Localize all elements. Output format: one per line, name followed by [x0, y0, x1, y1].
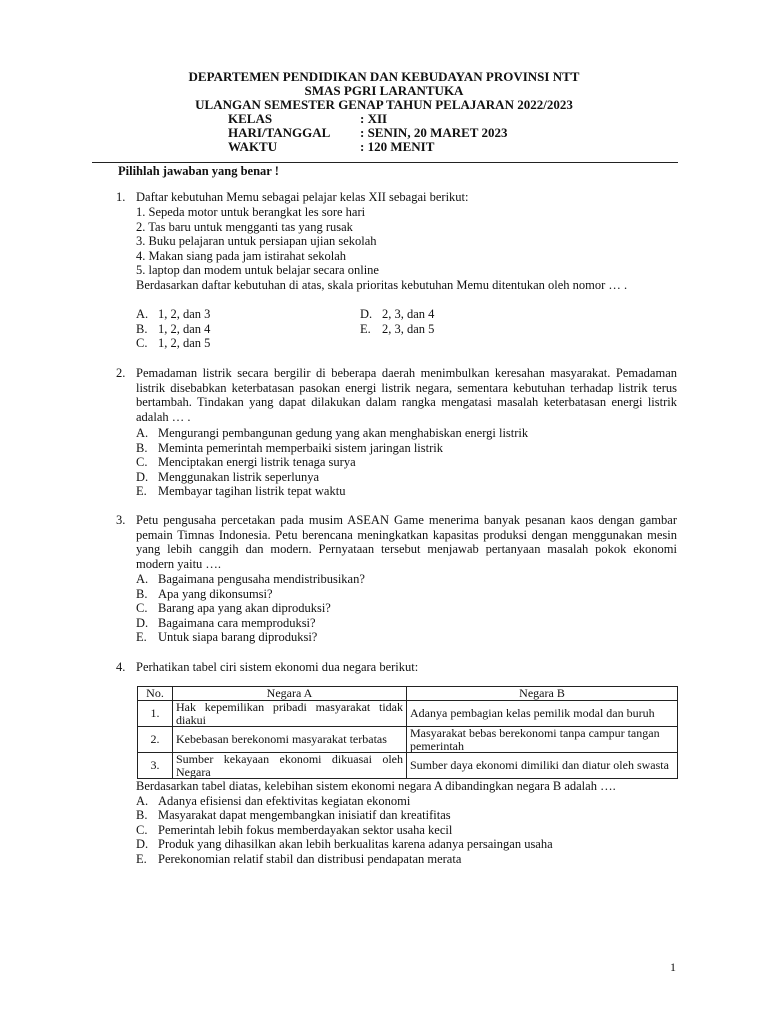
q3-option-a[interactable]: A. Bagaimana pengusaha mendistribusikan? — [136, 572, 365, 586]
page-number: 1 — [670, 960, 676, 974]
q3-number: 3. — [116, 513, 126, 527]
economic-system-table — [137, 686, 678, 779]
header-school: SMAS PGRI LARANTUKA — [304, 83, 464, 98]
q2-option-b[interactable]: B. Meminta pemerintah memperbaiki sistem jaringan listrik — [136, 441, 443, 455]
waktu-label: WAKTU — [228, 139, 278, 154]
kelas-label: KELAS — [228, 111, 273, 126]
instruction: Pilihlah jawaban yang benar ! — [118, 164, 279, 178]
q1-option-e[interactable]: E. 2, 3, dan 5 — [360, 322, 435, 336]
hari-label: HARI/TANGGAL — [228, 125, 331, 140]
table-cell-negara-b: Masyarakat bebas berekonomi tanpa campur tangan pemerintah — [407, 727, 678, 753]
waktu-value: : 120 MENIT — [360, 139, 435, 154]
table-cell-negara-b: Adanya pembagian kelas pemilik modal dan buruh — [407, 701, 678, 727]
table-cell-no: 3. — [138, 753, 173, 779]
q4-option-a[interactable]: A. Adanya efisiensi dan efektivitas kegiatan ekonomi — [136, 794, 411, 808]
table-cell-negara-a: Sumber kekayaan ekonomi dikuasai oleh Negara — [173, 753, 407, 779]
q1-option-d[interactable]: D. 2, 3, dan 4 — [360, 307, 435, 321]
table-header-row — [138, 687, 678, 701]
table-cell-negara-b: Sumber daya ekonomi dimiliki dan diatur oleh swasta — [407, 753, 678, 779]
table-cell-negara-a: Kebebasan berekonomi masyarakat terbatas — [173, 727, 407, 753]
q1-option-a[interactable]: A. 1, 2, dan 3 — [136, 307, 211, 321]
q1-option-b[interactable]: B. 1, 2, dan 4 — [136, 322, 211, 336]
header-divider — [92, 162, 678, 163]
q4-option-e[interactable]: E. Perekonomian relatif stabil dan distribusi pendapatan merata — [136, 852, 462, 866]
q2-number: 2. — [116, 366, 126, 380]
q2-option-e[interactable]: E. Membayar tagihan listrik tepat waktu — [136, 484, 346, 498]
table-row — [138, 701, 678, 727]
table-cell-negara-a: Hak kepemilikan pribadi masyarakat tidak diakui — [173, 701, 407, 727]
q4-option-c[interactable]: C. Pemerintah lebih fokus memberdayakan sektor usaha kecil — [136, 823, 453, 837]
q1-list-item: 4. Makan siang pada jam istirahat sekolah — [136, 249, 347, 263]
table-header-negara-b: Negara B — [407, 687, 678, 701]
table-cell-no: 2. — [138, 727, 173, 753]
table-cell-no: 1. — [138, 701, 173, 727]
q1-question: Berdasarkan daftar kebutuhan di atas, skala prioritas kebutuhan Memu ditentukan oleh nomor … . — [136, 278, 628, 292]
q2-option-a[interactable]: A. Mengurangi pembangunan gedung yang akan menghabiskan energi listrik — [136, 426, 529, 440]
header-exam-title: ULANGAN SEMESTER GENAP TAHUN PELAJARAN 2022/2023 — [195, 97, 573, 112]
table-row — [138, 753, 678, 779]
q1-stem: Daftar kebutuhan Memu sebagai pelajar kelas XII sebagai berikut: — [136, 190, 469, 204]
q1-option-c[interactable]: C. 1, 2, dan 5 — [136, 336, 211, 350]
q1-list-item: 1. Sepeda motor untuk berangkat les sore hari — [136, 205, 366, 219]
table-header-no: No. — [138, 687, 173, 701]
q4-option-d[interactable]: D. Produk yang dihasilkan akan lebih berkualitas karena adanya persaingan usaha — [136, 837, 553, 851]
q1-number: 1. — [116, 190, 126, 204]
q3-option-d[interactable]: D. Bagaimana cara memproduksi? — [136, 616, 316, 630]
kelas-value: : XII — [360, 111, 388, 126]
q3-option-b[interactable]: B. Apa yang dikonsumsi? — [136, 587, 273, 601]
q3-option-c[interactable]: C. Barang apa yang akan diproduksi? — [136, 601, 331, 615]
q1-list-item: 2. Tas baru untuk mengganti tas yang rusak — [136, 220, 353, 234]
q3-stem: Petu pengusaha percetakan pada musim ASEAN Game menerima banyak pesanan kaos dengan gambar pemain Timnas Indonesia. Petu berencana meningkatkan kapasitas produksi dengan menggunakan mesin yang lebih canggih dan modern. Pernyataan tersebut menjawab pertanyaan masalah pokok ekonomi modern yaitu …. — [136, 513, 677, 571]
q4-option-b[interactable]: B. Masyarakat dapat mengembangkan inisiatif dan kreatifitas — [136, 808, 451, 822]
q4-number: 4. — [116, 660, 126, 674]
hari-value: : SENIN, 20 MARET 2023 — [360, 125, 508, 140]
q2-stem: Pemadaman listrik secara bergilir di beberapa daerah menimbulkan keresahan masyarakat. Pemadaman listrik disebabkan keterbatasan pasokan energi listrik negara, sementara kebutuhan terhadap listrik terus bertambah. Tindakan yang dapat dilakukan dalam rangka mengatasi masalah keterbatasan energi listrik adalah … . — [136, 366, 677, 424]
q4-stem: Perhatikan tabel ciri sistem ekonomi dua negara berikut: — [136, 660, 419, 674]
q2-option-d[interactable]: D. Menggunakan listrik seperlunya — [136, 470, 320, 484]
header-department: DEPARTEMEN PENDIDIKAN DAN KEBUDAYAN PROVINSI NTT — [188, 69, 580, 84]
table-header-negara-a: Negara A — [173, 687, 407, 701]
q2-option-c[interactable]: C. Menciptakan energi listrik tenaga surya — [136, 455, 356, 469]
q4-question: Berdasarkan tabel diatas, kelebihan sistem ekonomi negara A dibandingkan negara B adalah …. — [136, 779, 616, 793]
table-row — [138, 727, 678, 753]
q3-option-e[interactable]: E. Untuk siapa barang diproduksi? — [136, 630, 318, 644]
document-header — [0, 70, 768, 154]
q1-list-item: 3. Buku pelajaran untuk persiapan ujian sekolah — [136, 234, 377, 248]
q1-list-item: 5. laptop dan modem untuk belajar secara online — [136, 263, 379, 277]
